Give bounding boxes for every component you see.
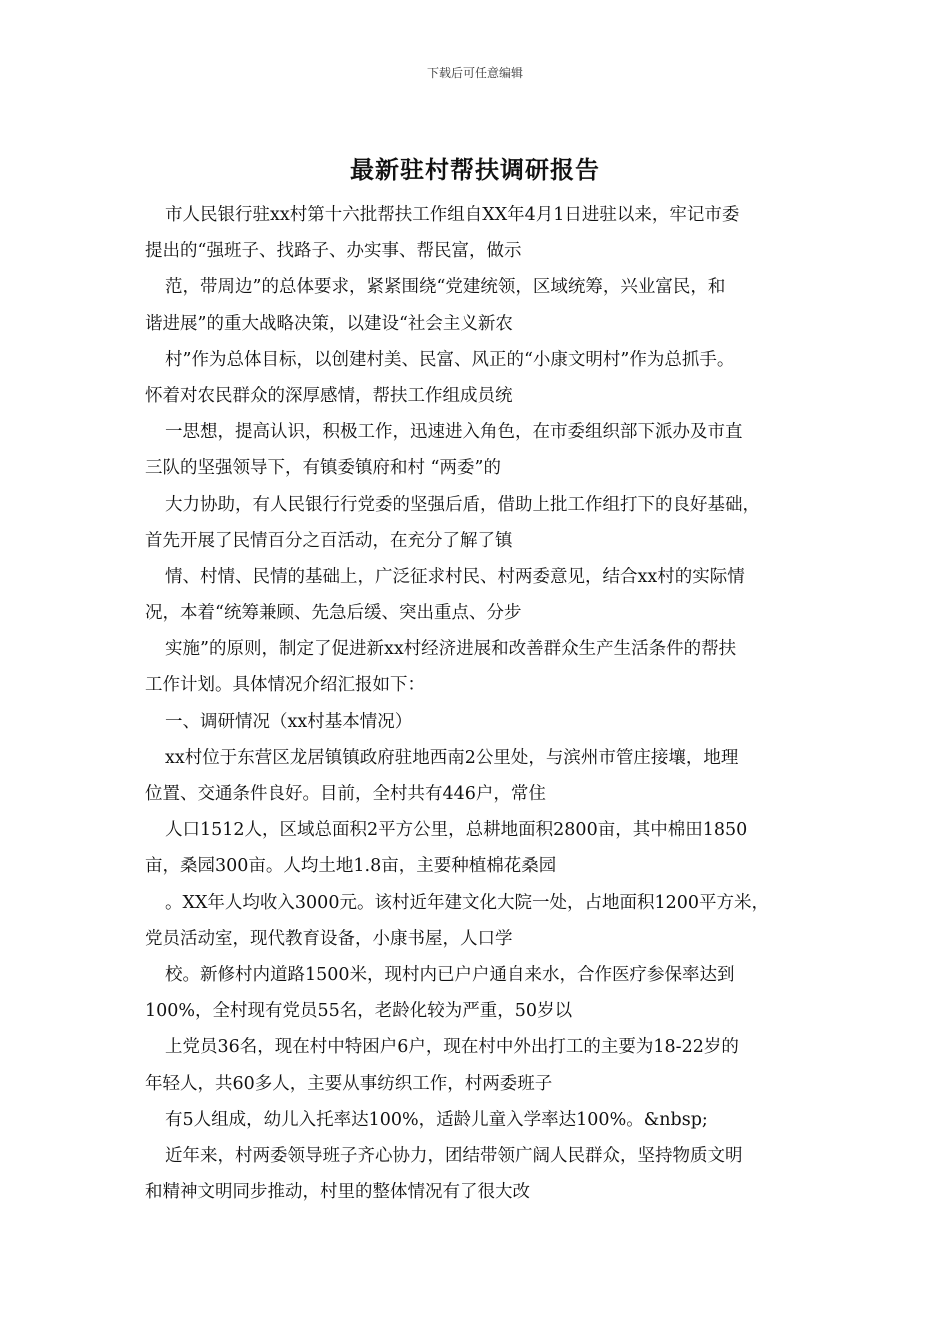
text-line: 市人民银行驻xx村第十六批帮扶工作组自XX年4月1日进驻以来，牢记市委 [165, 205, 740, 225]
text-line: 范，带周边”的总体要求，紧紧围绕“党建统领，区域统筹，兴业富民，和 [165, 277, 726, 298]
text-line: 三队的坚强领导下，有镇委镇府和村 “两委”的 [145, 458, 501, 479]
text-line: 校。新修村内道路1500米，现村内已户户通自来水，合作医疗参保率达到 [165, 964, 735, 985]
text-line: 况，本着“统筹兼顾、先急后缓、突出重点、分步 [145, 603, 522, 624]
text-line: 位置、交通条件良好。目前，全村共有446户，常住 [145, 784, 546, 804]
text-line: 村”作为总体目标，以创建村美、民富、风正的“小康文明村”作为总抓手。 [165, 349, 735, 370]
text-line: 党员活动室，现代教育设备，小康书屋，人口学 [145, 928, 513, 949]
text-line: 100%，全村现有党员55名，老龄化较为严重，50岁以 [145, 1001, 573, 1022]
text-line: 一思想，提高认识，积极工作，迅速进入角色，在市委组织部下派办及市直 [165, 422, 743, 443]
text-line: 大力协助，有人民银行行党委的坚强后盾，借助上批工作组打下的良好基础， [165, 494, 760, 515]
text-line: 亩，桑园300亩。人均土地1.8亩，主要种植棉花桑园 [145, 856, 557, 877]
text-line: 谐进展”的重大战略决策，以建设“社会主义新农 [145, 313, 513, 334]
text-line: 有5人组成，幼儿入托率达100%，适龄儿童入学率达100%。&nbsp; [165, 1109, 708, 1130]
text-line: 提出的“强班子、找路子、办实事、帮民富，做示 [145, 241, 522, 262]
page-header: 下载后可任意编辑 [426, 66, 523, 80]
text-line: 首先开展了民情百分之百活动，在充分了解了镇 [145, 530, 513, 551]
text-line: 和精神文明同步推动，村里的整体情况有了很大改 [145, 1182, 530, 1203]
text-line: 实施”的原则，制定了促进新xx村经济进展和改善群众生产生活条件的帮扶 [165, 639, 737, 660]
text-line: 上党员36名，现在村中特困户6户，现在村中外出打工的主要为18-22岁的 [165, 1037, 739, 1058]
text-line: 情、村情、民情的基础上，广泛征求村民、村两委意见，结合xx村的实际情 [165, 566, 745, 587]
text-line: 人口1512人，区域总面积2平方公里，总耕地面积2800亩，其中棉田1850 [165, 820, 748, 841]
section-heading: 一、调研情况（xx村基本情况） [165, 711, 413, 732]
text-line: 年轻人，共60多人，主要从事纺织工作，村两委班子 [145, 1073, 553, 1094]
text-line: 怀着对农民群众的深厚感情，帮扶工作组成员统 [145, 385, 513, 406]
text-line: 工作计划。具体情况介绍汇报如下： [145, 675, 425, 696]
text-line: 。XX年人均收入3000元。该村近年建文化大院一处，占地面积1200平方米， [165, 892, 769, 913]
text-line: 近年来，村两委领导班子齐心协力，团结带领广阔人民群众，坚持物质文明 [165, 1145, 743, 1166]
document-body [145, 197, 813, 1210]
document-title: 最新驻村帮扶调研报告 [350, 155, 600, 184]
text-line: xx村位于东营区龙居镇镇政府驻地西南2公里处，与滨州市管庄接壤，地理 [165, 747, 739, 768]
